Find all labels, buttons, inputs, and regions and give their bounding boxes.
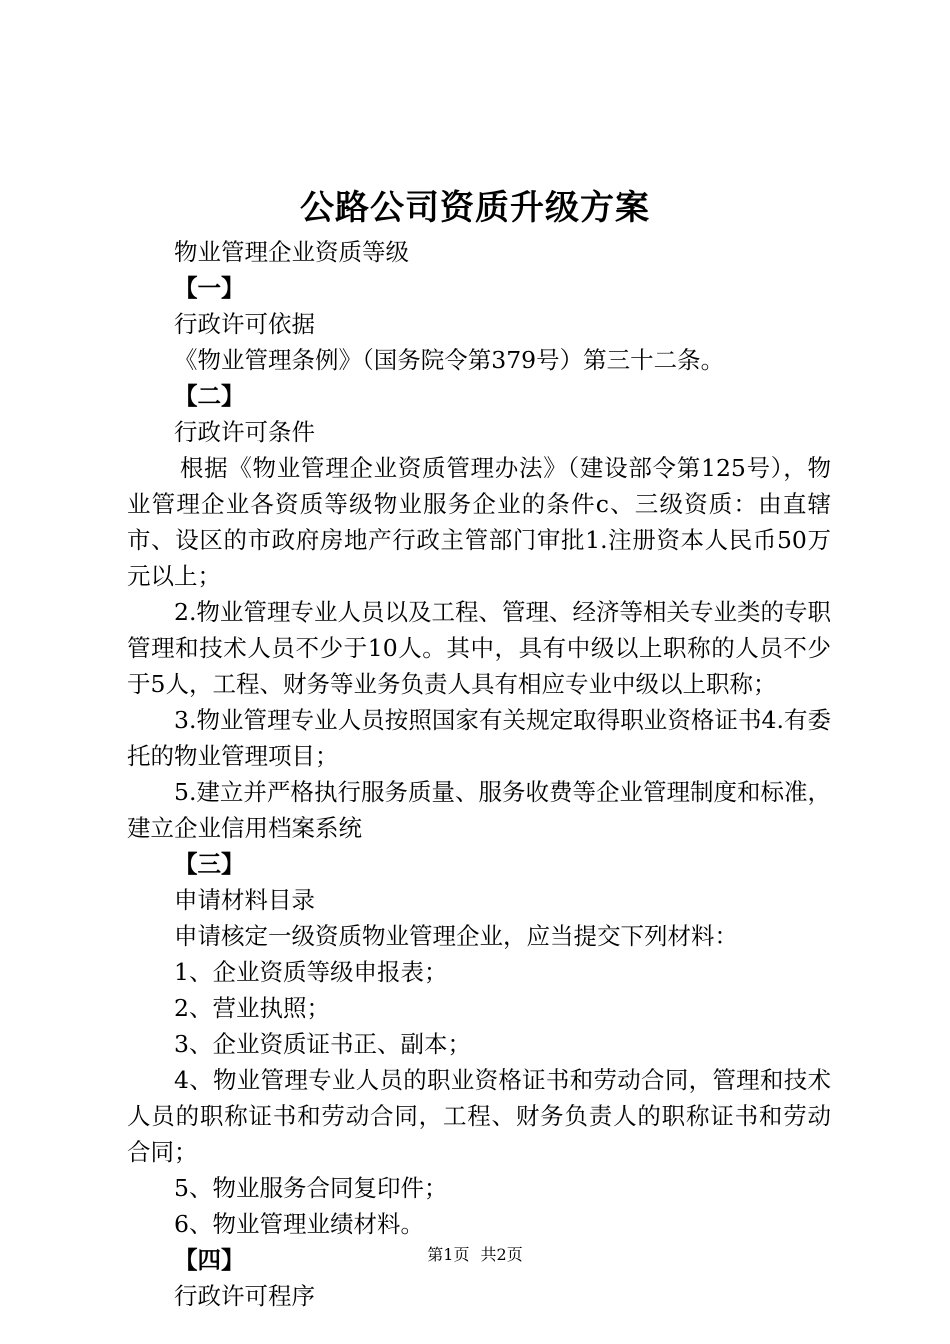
paragraph: 2.物业管理专业人员以及工程、管理、经济等相关专业类的专职管理和技术人员不少于10人。其中，具有中级以上职称的人员不少于5人，工程、财务等业务负责人具有相应专业中级以上职称；	[127, 598, 831, 698]
paragraph: 1、企业资质等级申报表；	[174, 958, 448, 986]
section-marker: 【一】	[174, 274, 245, 302]
section-marker: 【二】	[174, 382, 245, 410]
paragraph: 申请核定一级资质物业管理企业，应当提交下列材料：	[174, 922, 738, 950]
paragraph: 5、物业服务合同复印件；	[174, 1174, 448, 1202]
paragraph: 行政许可条件	[174, 418, 315, 446]
page-number: 第1页	[427, 1245, 470, 1264]
paragraph: 3、企业资质证书正、副本；	[174, 1030, 471, 1058]
paragraph: 物业管理企业资质等级	[174, 238, 409, 266]
document-title: 公路公司资质升级方案	[300, 188, 650, 228]
document-body	[127, 234, 831, 1314]
paragraph: 6、物业管理业绩材料。	[174, 1210, 424, 1238]
paragraph: 《物业管理条例》（国务院令第379号）第三十二条。	[174, 346, 725, 374]
section-marker: 【四】	[174, 1246, 245, 1274]
paragraph: 行政许可程序	[174, 1282, 315, 1310]
page-footer	[0, 1244, 950, 1266]
paragraph: 行政许可依据	[174, 310, 315, 338]
section-marker: 【三】	[174, 850, 245, 878]
paragraph: 5.建立并严格执行服务质量、服务收费等企业管理制度和标准，建立企业信用档案系统	[127, 778, 831, 842]
paragraph: 2、营业执照；	[174, 994, 330, 1022]
paragraph: 申请材料目录	[174, 886, 315, 914]
page-total: 共2页	[480, 1245, 523, 1264]
paragraph: 4、物业管理专业人员的职业资格证书和劳动合同，管理和技术人员的职称证书和劳动合同，工程、财务负责人的职称证书和劳动合同；	[127, 1066, 831, 1166]
paragraph: 3.物业管理专业人员按照国家有关规定取得职业资格证书4.有委托的物业管理项目；	[127, 706, 831, 770]
paragraph: 根据《物业管理企业资质管理办法》（建设部令第125号），物业管理企业各资质等级物业服务企业的条件c、三级资质：由直辖市、设区的市政府房地产行政主管部门审批1.注册资本人民币50万元以上；	[127, 454, 831, 590]
